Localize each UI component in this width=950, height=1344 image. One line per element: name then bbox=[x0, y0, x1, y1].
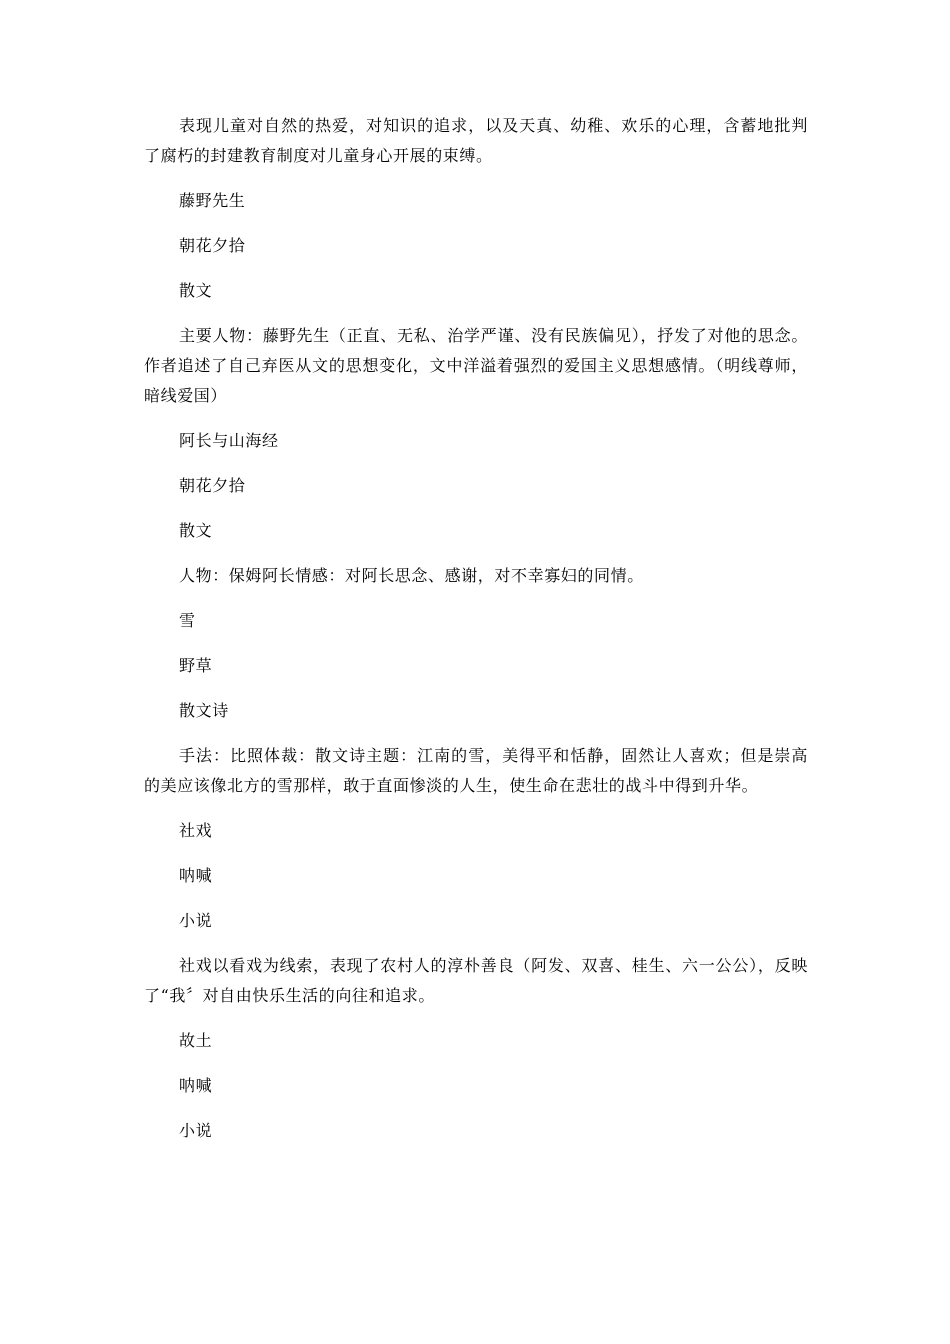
title-tengye-xiansheng: 藤野先生 bbox=[179, 191, 246, 210]
title-xue: 雪 bbox=[179, 611, 196, 630]
title-shexi: 社戏 bbox=[179, 821, 213, 840]
genre-sanwenshi: 散文诗 bbox=[179, 701, 229, 720]
title-gutu: 故土 bbox=[179, 1031, 213, 1050]
paragraph-xue-summary: 手法：比照体裁：散文诗主题：江南的雪，美得平和恬静，固然让人喜欢；但是崇高的美应该像北方的雪那样，敢于直面惨淡的人生，使生命在悲壮的战斗中得到升华。 bbox=[144, 746, 808, 795]
genre-sanwen: 散文 bbox=[179, 281, 213, 300]
genre-xiaoshuo: 小说 bbox=[179, 911, 213, 930]
collection-nahan-2: 呐喊 bbox=[179, 1076, 213, 1095]
genre-sanwen-2: 散文 bbox=[179, 521, 213, 540]
paragraph-achang-summary: 人物：保姆阿长情感：对阿长思念、感谢，对不幸寡妇的同情。 bbox=[179, 566, 644, 585]
genre-xiaoshuo-2: 小说 bbox=[179, 1121, 213, 1140]
collection-zhaohua-xishi: 朝花夕拾 bbox=[179, 236, 246, 255]
paragraph-shexi-summary: 社戏以看戏为线索，表现了农村人的淳朴善良（阿发、双喜、桂生、六一公公），反映了“我〞对自由快乐生活的向往和追求。 bbox=[144, 956, 808, 1005]
paragraph-tengye-summary: 主要人物：藤野先生（正直、无私、治学严谨、没有民族偏见），抒发了对他的思念。作者追述了自己弃医从文的思想变化，文中洋溢着强烈的爱国主义思想感情。（明线尊师，暗线爱国） bbox=[144, 326, 808, 405]
document-page bbox=[144, 111, 808, 1146]
paragraph-theme-summary: 表现儿童对自然的热爱，对知识的追求，以及天真、幼稚、欢乐的心理，含蓄地批判了腐朽的封建教育制度对儿童身心开展的束缚。 bbox=[144, 116, 808, 165]
collection-yecao: 野草 bbox=[179, 656, 213, 675]
title-achang: 阿长与山海经 bbox=[179, 431, 279, 450]
collection-nahan: 呐喊 bbox=[179, 866, 213, 885]
collection-zhaohua-xishi-2: 朝花夕拾 bbox=[179, 476, 246, 495]
